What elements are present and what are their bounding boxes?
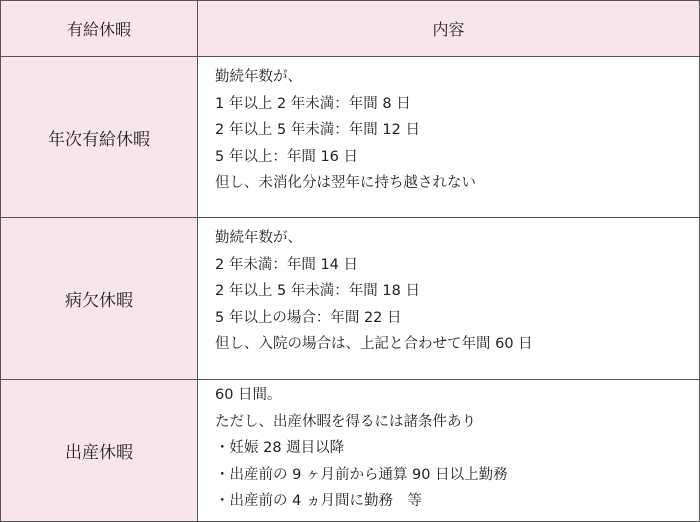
details-line: 1 年以上 2 年未満：年間 8 日 xyxy=(215,95,411,112)
details-cell xyxy=(198,57,700,218)
details-line: 但し、入院の場合は、上記と合わせて年間 60 日 xyxy=(215,336,533,353)
details-line: 5 年以上の場合：年間 22 日 xyxy=(215,309,402,326)
details-line: 勤続年数が、 xyxy=(215,69,302,85)
details-line: 5 年以上：年間 16 日 xyxy=(215,148,359,165)
details-line: 勤続年数が、 xyxy=(215,230,302,246)
details-line: 2 年以上 5 年未満：年間 12 日 xyxy=(215,122,420,139)
header-details: 内容 xyxy=(198,1,700,57)
table-header-row xyxy=(1,1,700,57)
leave-type-cell: 病欠休暇 xyxy=(1,218,198,380)
details-line: 2 年以上 5 年未満：年間 18 日 xyxy=(215,283,420,300)
details-line: ただし、出産休暇を得るには諸条件あり xyxy=(215,413,476,430)
details-line: 但し、未消化分は翌年に持ち越されない xyxy=(215,175,476,192)
details-cell xyxy=(198,218,700,380)
details-line: ・出産前の 9 ヶ月前から通算 90 日以上勤務 xyxy=(215,466,508,483)
header-leave-type: 有給休暇 xyxy=(1,1,198,57)
details-cell xyxy=(198,380,700,522)
table-row xyxy=(1,218,700,380)
leave-type-cell: 年次有給休暇 xyxy=(1,57,198,218)
details-line: ・出産前の 4 ヵ月間に勤務 等 xyxy=(215,493,422,510)
details-line: ・妊娠 28 週目以降 xyxy=(215,440,345,457)
leave-type-cell: 出産休暇 xyxy=(1,380,198,522)
details-line: 60 日間。 xyxy=(215,387,282,403)
details-line: 2 年未満：年間 14 日 xyxy=(215,256,359,273)
table-row xyxy=(1,57,700,218)
table-row xyxy=(1,380,700,522)
